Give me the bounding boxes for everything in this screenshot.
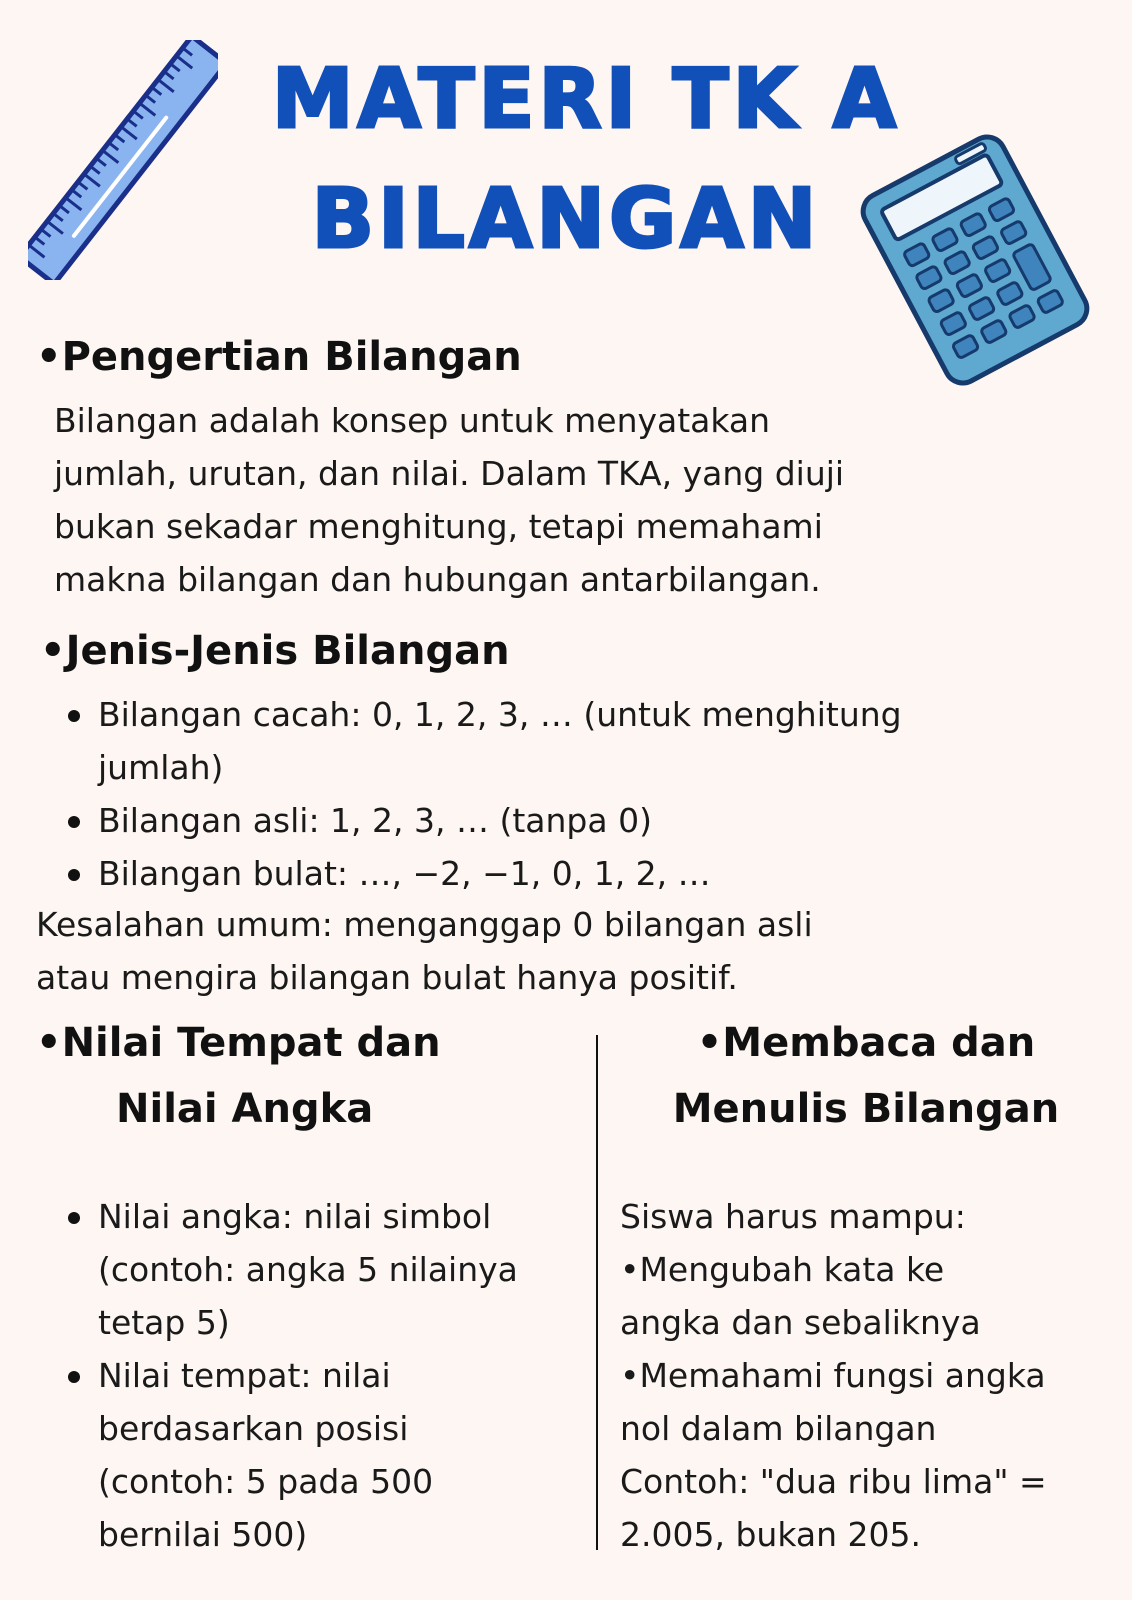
list-item — [66, 1349, 518, 1561]
text-line: atau mengira bilangan bulat hanya positif. — [36, 958, 738, 997]
section-heading-jenis: •Jenis-Jenis Bilangan — [40, 628, 510, 674]
jenis-bilangan-list — [66, 688, 902, 900]
list-item-line: Bilangan asli: 1, 2, 3, … (tanpa 0) — [98, 801, 652, 840]
text-line: •Memahami fungsi angka — [620, 1356, 1046, 1395]
list-item-line: bernilai 500) — [98, 1515, 308, 1554]
list-item-line: jumlah) — [98, 748, 224, 787]
section-heading-nilai-tempat-1: •Nilai Tempat dan — [36, 1020, 441, 1066]
list-item-line: Bilangan bulat: …, −2, −1, 0, 1, 2, … — [98, 854, 711, 893]
section-heading-membaca-2: Menulis Bilangan — [672, 1086, 1060, 1132]
title-line-1: MATERI TK A — [271, 52, 901, 147]
text-line: Contoh: "dua ribu lima" = — [620, 1462, 1047, 1501]
nilai-tempat-list — [66, 1190, 518, 1561]
section-heading-nilai-tempat-2: Nilai Angka — [116, 1086, 374, 1132]
list-item-line: Bilangan cacah: 0, 1, 2, 3, … (untuk menghitung — [98, 695, 902, 734]
list-item — [66, 1190, 518, 1349]
list-item — [66, 847, 902, 900]
membaca-menulis-text — [620, 1190, 1047, 1561]
list-item-line: (contoh: angka 5 nilainya — [98, 1250, 518, 1289]
common-mistake-note — [36, 898, 813, 1004]
list-item — [66, 794, 902, 847]
text-line: jumlah, urutan, dan nilai. Dalam TKA, yang diuji — [54, 454, 845, 493]
list-item-line: (contoh: 5 pada 500 — [98, 1462, 434, 1501]
section-pengertian-text — [54, 394, 844, 606]
text-line: angka dan sebaliknya — [620, 1303, 981, 1342]
text-line: Bilangan adalah konsep untuk menyatakan — [54, 401, 771, 440]
text-line: nol dalam bilangan — [620, 1409, 937, 1448]
text-line: Siswa harus mampu: — [620, 1197, 966, 1236]
list-item-line: berdasarkan posisi — [98, 1409, 409, 1448]
list-item-line: tetap 5) — [98, 1303, 230, 1342]
text-line: •Mengubah kata ke — [620, 1250, 945, 1289]
section-heading-membaca-1: •Membaca dan — [696, 1020, 1036, 1066]
section-heading-pengertian: •Pengertian Bilangan — [36, 334, 522, 380]
list-item-line: Nilai tempat: nilai — [98, 1356, 391, 1395]
column-divider — [596, 1035, 598, 1550]
title-line-2: BILANGAN — [311, 172, 821, 267]
text-line: makna bilangan dan hubungan antarbilangan. — [54, 560, 821, 599]
list-item — [66, 688, 902, 794]
text-line: bukan sekadar menghitung, tetapi memahami — [54, 507, 823, 546]
text-line: 2.005, bukan 205. — [620, 1515, 921, 1554]
list-item-line: Nilai angka: nilai simbol — [98, 1197, 492, 1236]
text-line: Kesalahan umum: menganggap 0 bilangan asli — [36, 905, 813, 944]
